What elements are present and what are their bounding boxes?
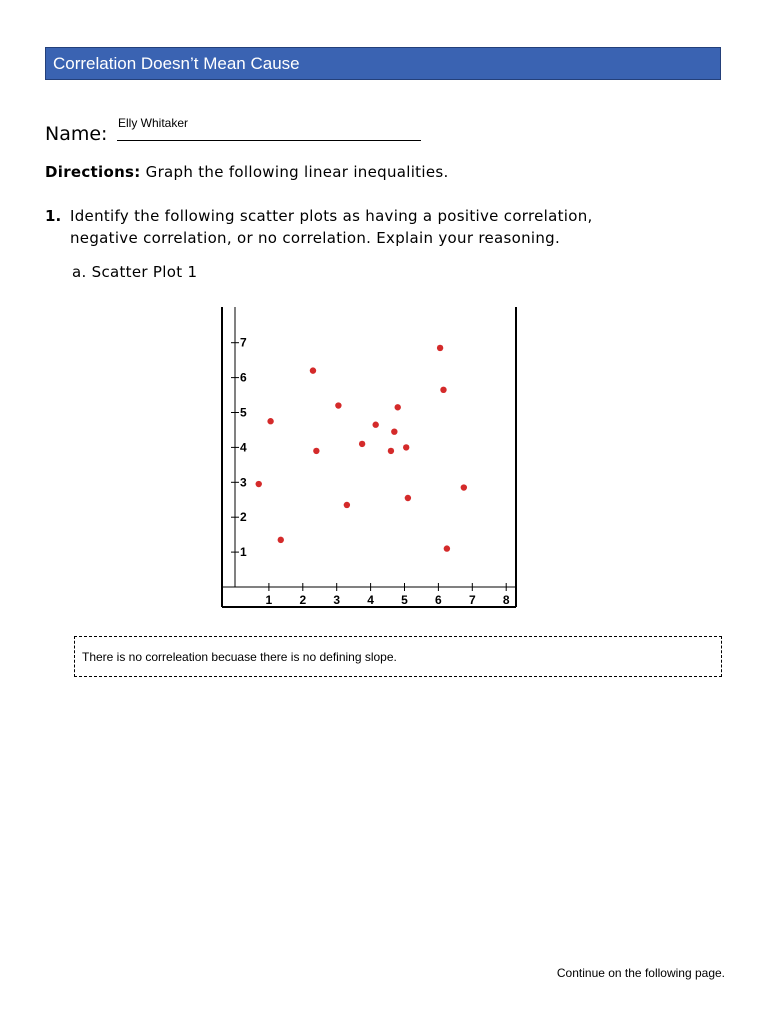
name-underline	[117, 140, 421, 141]
x-tick-label: 6	[435, 593, 442, 607]
y-tick-label: 5	[240, 405, 247, 420]
scatter-point	[256, 481, 262, 487]
scatter-point	[267, 418, 273, 424]
y-tick-label: 3	[240, 475, 247, 490]
x-tick-label: 4	[367, 593, 374, 607]
answer-text[interactable]: There is no correleation becuase there is no defining slope.	[82, 650, 397, 664]
x-tick-label: 7	[468, 593, 476, 607]
footer-note: Continue on the following page.	[556, 966, 725, 980]
scatter-point	[440, 387, 446, 393]
scatter-point	[278, 537, 284, 543]
question-text-line-1: Identify the following scatter plots as having a positive correlation,	[70, 207, 593, 225]
question-text-line-2: negative correlation, or no correlation. Explain your reasoning.	[70, 229, 561, 247]
y-tick-label: 1	[240, 545, 247, 560]
scatter-point	[391, 428, 397, 434]
x-tick-label: 5	[401, 593, 408, 607]
name-value[interactable]: Elly Whitaker	[118, 116, 189, 130]
sub-question-label: a. Scatter Plot 1	[72, 263, 198, 281]
scatter-point	[344, 502, 350, 508]
scatter-point	[310, 367, 316, 373]
name-label: Name:	[45, 123, 108, 145]
scatter-point	[359, 441, 365, 447]
scatter-point	[372, 422, 378, 428]
scatter-point	[437, 345, 443, 351]
y-tick-label: 2	[240, 510, 247, 525]
scatter-point	[444, 545, 450, 551]
x-tick-label: 1	[265, 593, 273, 607]
scatter-point	[403, 444, 409, 450]
question-number: 1.	[45, 207, 62, 225]
directions-label: Directions:	[45, 163, 141, 181]
scatter-point	[313, 448, 319, 454]
y-tick-label: 6	[240, 370, 247, 385]
directions	[45, 163, 449, 181]
question-number-value: 1	[45, 207, 56, 225]
scatter-point	[405, 495, 411, 501]
scatter-plot	[215, 300, 525, 612]
y-tick-label: 7	[240, 335, 247, 350]
x-tick-label: 3	[333, 593, 341, 607]
scatter-point	[395, 404, 401, 410]
x-tick-label: 8	[502, 593, 510, 607]
x-tick-label: 2	[299, 593, 307, 607]
directions-text: Graph the following linear inequalities.	[145, 163, 449, 181]
scatter-point	[388, 448, 394, 454]
scatter-point	[335, 402, 341, 408]
scatter-point	[461, 484, 467, 490]
y-tick-label: 4	[240, 440, 247, 455]
worksheet-title: Correlation Doesn’t Mean Cause	[45, 47, 721, 80]
